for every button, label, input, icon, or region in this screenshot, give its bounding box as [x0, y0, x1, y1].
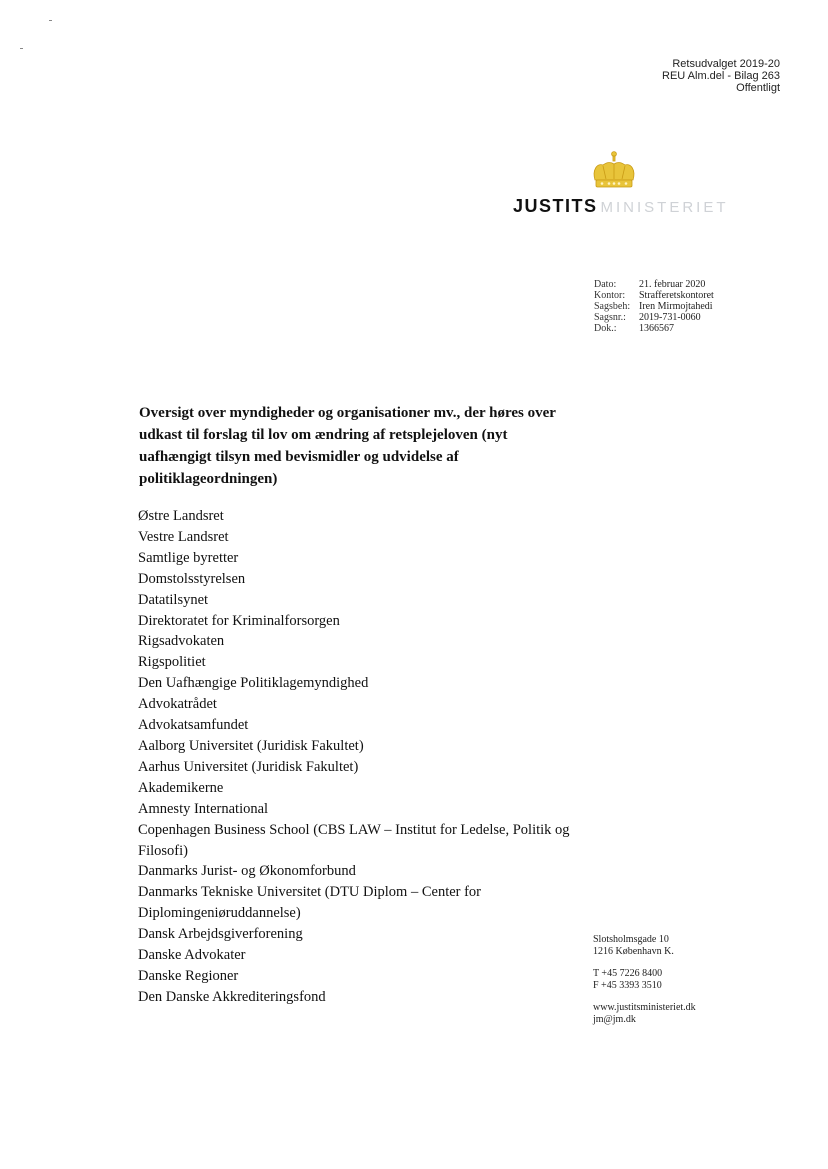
- stamp-line-3: Offentligt: [736, 82, 780, 94]
- organization-item: Danske Regioner: [138, 967, 239, 984]
- organization-item: Samtlige byretter: [138, 549, 239, 566]
- meta-label: Kontor:: [594, 290, 626, 301]
- crown-icon: [589, 150, 639, 192]
- organization-item: Datatilsynet: [138, 591, 209, 608]
- organization-item: Advokatrådet: [138, 696, 217, 713]
- organization-item: Aarhus Universitet (Juridisk Fakultet): [138, 758, 359, 775]
- address-street: Slotsholmsgade 10: [593, 934, 669, 945]
- meta-value: Iren Mirmojtahedi: [639, 301, 713, 312]
- meta-label: Dok.:: [594, 323, 617, 334]
- meta-row: [594, 290, 714, 301]
- meta-row: [594, 323, 714, 334]
- meta-row: [594, 279, 714, 290]
- meta-value: 21. februar 2020: [639, 279, 706, 290]
- address-website-link[interactable]: www.justitsministeriet.dk: [593, 1002, 696, 1013]
- address-city: 1216 København K.: [593, 945, 674, 957]
- organization-item: Den Uafhængige Politiklagemyndighed: [138, 675, 369, 692]
- organization-item: Rigsadvokaten: [138, 633, 225, 650]
- organization-item: Østre Landsret: [138, 508, 224, 524]
- organization-item: Danske Advokater: [138, 947, 246, 964]
- document-metadata: [594, 279, 714, 334]
- organization-item: Den Danske Akkrediteringsfond: [138, 988, 326, 1005]
- stamp-line-1: Retsudvalget 2019-20: [672, 58, 780, 70]
- meta-label: Dato:: [594, 279, 617, 290]
- ministry-logo: [513, 196, 729, 217]
- logo-bold-text: JUSTITS: [513, 196, 598, 216]
- address-fax: F +45 3393 3510: [593, 979, 662, 991]
- meta-value: 2019-731-0060: [639, 312, 701, 323]
- meta-row: [594, 312, 714, 323]
- logo-light-text: MINISTERIET: [600, 199, 729, 216]
- organization-item: Rigspolitiet: [138, 654, 206, 671]
- organization-item: Dansk Arbejdsgiverforening: [138, 926, 303, 943]
- scan-mark: [49, 20, 52, 21]
- organization-item: Akademikerne: [138, 779, 224, 796]
- organization-item: Amnesty International: [138, 800, 269, 817]
- stamp-line-2: REU Alm.del - Bilag 263: [662, 70, 780, 82]
- organization-item: Danmarks Jurist- og Økonomforbund: [138, 863, 356, 880]
- document-title: Oversigt over myndigheder og organisationer mv., der høres over udkast til forslag til lov om ændring af retsplejeloven (nyt uafhængigt tilsyn med bevismidler og udvidelse af politiklageordningen): [139, 405, 556, 487]
- organization-item: Aalborg Universitet (Juridisk Fakultet): [138, 737, 364, 754]
- scan-mark: [20, 48, 23, 49]
- meta-label: Sagsnr.:: [594, 312, 626, 323]
- meta-label: Sagsbeh:: [594, 301, 631, 312]
- meta-row: [594, 301, 714, 312]
- organization-item: Direktoratet for Kriminalforsorgen: [138, 612, 340, 629]
- meta-value: 1366567: [639, 323, 674, 334]
- meta-value: Strafferetskontoret: [639, 290, 714, 301]
- address-block: [593, 934, 696, 1025]
- address-email-link[interactable]: jm@jm.dk: [593, 1013, 636, 1025]
- address-phone: T +45 7226 8400: [593, 968, 663, 979]
- organization-item: Vestre Landsret: [138, 528, 229, 545]
- organization-list: [138, 506, 586, 1008]
- organization-item: Domstolsstyrelsen: [138, 570, 246, 587]
- document-stamp: [662, 58, 780, 94]
- organization-item: Copenhagen Business School (CBS LAW – Institut for Ledelse, Politik og Filosofi): [138, 821, 570, 859]
- organization-item: Danmarks Tekniske Universitet (DTU Diplom – Center for Diplomingeniøruddannelse): [138, 884, 482, 922]
- organization-item: Advokatsamfundet: [138, 717, 249, 734]
